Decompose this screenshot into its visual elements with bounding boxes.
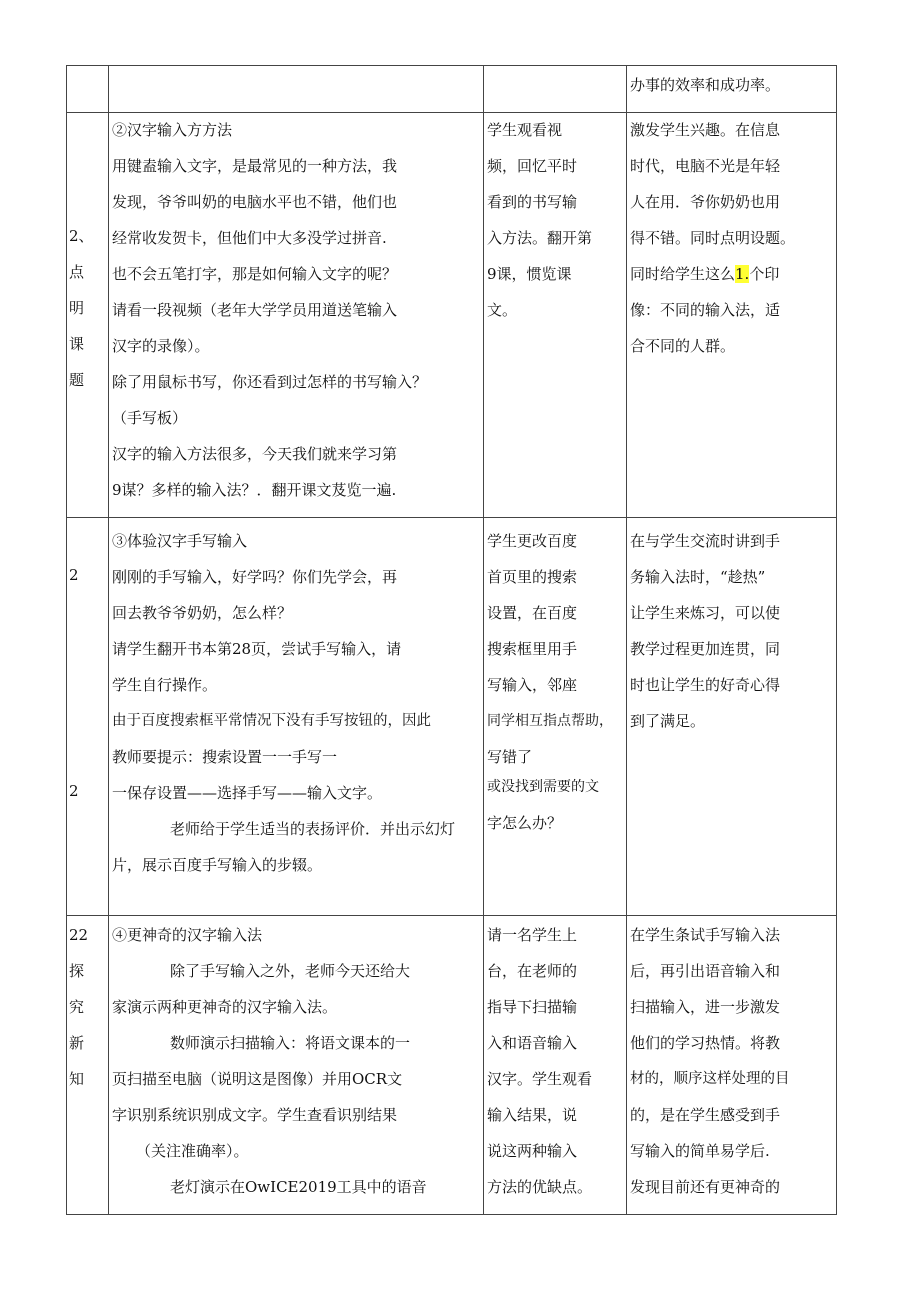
student-line: 方法的优缺点。 (487, 1178, 593, 1196)
intent-line: 教学过程更加连贯，同 (630, 640, 781, 658)
teacher-line: 请学生翻开书本第28页，尝试手写输入，请 (112, 640, 402, 658)
table-row (67, 518, 837, 916)
student-line: 请一名学生上 (487, 926, 578, 944)
student-line: 输入结果，说 (487, 1106, 578, 1124)
intent-line: 时也让学生的好奇心得 (630, 676, 781, 694)
teacher-line: 除了手写输入之外，老师今天还给大 (170, 962, 411, 980)
student-line: 设置，在百度 (487, 604, 578, 622)
intent-line: 得不错。同时点明设题。 (630, 229, 796, 247)
student-line: 首页里的搜索 (487, 568, 578, 586)
intent-line: 像：不同的输入法，适 (630, 301, 781, 319)
intent-line: 在学生条试手写输入法 (630, 926, 781, 944)
teacher-line: （关注准确率）。 (136, 1142, 249, 1160)
student-line: 或没找到需要的文 (487, 779, 599, 795)
student-line: 看到的书写输 (487, 193, 578, 211)
student-line: 入和语音输入 (487, 1034, 578, 1052)
student-activity-cell (484, 66, 627, 113)
stage-label: 明 (69, 299, 85, 317)
intent-line: 务输入法时，“趁热” (630, 568, 766, 586)
intent-line: 材的，顺序这样处理的目 (630, 1071, 790, 1087)
intent-line-highlighted (630, 265, 836, 301)
student-line: 字怎么办？ (487, 814, 563, 832)
teacher-line: 页扫描至电脑（说明这是图像）并用OCR文 (112, 1070, 403, 1088)
teacher-line: 汉字的输入方法很多，今天我们就来学习第 (112, 445, 398, 463)
teacher-line: 字识别系统识别成文字。学生查看识别结果 (112, 1106, 398, 1124)
section-title: ③体验汉字手写输入 (112, 532, 248, 550)
teacher-activity-cell (109, 916, 484, 1215)
table-row (67, 916, 837, 1215)
stage-label: 2 (69, 782, 79, 800)
student-line: 文。 (487, 301, 518, 319)
teacher-activity-cell (109, 113, 484, 518)
student-line: 入方法。翻开第 (487, 229, 593, 247)
student-activity-cell (484, 113, 627, 518)
intent-line: 发现目前还有更神奇的 (630, 1178, 781, 1196)
teacher-line: 汉字的录像）。 (112, 337, 210, 355)
student-line: 学生更改百度 (487, 532, 578, 550)
design-intent-cell (627, 518, 837, 916)
teacher-line: 除了用鼠标书写，你还看到过怎样的书写输入？ (112, 373, 428, 391)
intent-line: 扫描输入，进一步激发 (630, 998, 781, 1016)
student-line: 写输入，邻座 (487, 676, 578, 694)
lesson-plan-table (66, 65, 837, 1215)
stage-label: 点 (69, 263, 85, 281)
teacher-activity-cell (109, 518, 484, 916)
intent-line: 人在用．爷你奶奶也用 (630, 193, 781, 211)
teacher-line: 教师要提示：搜索设置一一手写一 (112, 748, 338, 766)
intent-line: 合不同的人群。 (630, 337, 736, 355)
intent-line: 后，再引出语音输入和 (630, 962, 781, 980)
teacher-line: 片，展示百度手写输入的步辍。 (112, 856, 323, 874)
intent-line: 的，是在学生感受到手 (630, 1106, 781, 1124)
teacher-line: 学生自行操作。 (112, 676, 218, 694)
stage-label: 探 (69, 962, 85, 980)
stage-label: 22 (69, 926, 89, 944)
teacher-line: 9谋？多样的输入法？．翻开课文芨览一遍. (112, 481, 397, 499)
intent-line: 时代，电脑不光是年轻 (630, 157, 781, 175)
highlight-mark: 1. (735, 265, 750, 283)
teacher-line: 经常收发贺卡，但他们中大多没学过拼音. (112, 229, 387, 247)
student-line: 指导下扫描输 (487, 998, 578, 1016)
student-line: 说这两种输入 (487, 1142, 578, 1160)
table-row (67, 66, 837, 113)
intent-line: 激发学生兴趣。在信息 (630, 121, 781, 139)
stage-label: 究 (69, 998, 85, 1016)
stage-cell (67, 518, 109, 916)
section-title: ④更神奇的汉字输入法 (112, 926, 263, 944)
student-line: 频，回忆平时 (487, 157, 578, 175)
teacher-line: 发现，爷爷叫奶的电脑水平也不错，他们也 (112, 193, 398, 211)
teacher-line: 也不会五笔打字，那是如何输入文字的呢？ (112, 265, 398, 283)
teacher-line: 由于百度搜索框平常情况下没有手写按钮的，因此 (112, 713, 431, 729)
stage-label: 题 (69, 371, 85, 389)
student-line: 写错了 (487, 748, 533, 766)
teacher-line: （手写板） (112, 409, 188, 427)
intent-line: 他们的学习热情。将教 (630, 1034, 781, 1052)
stage-cell (67, 916, 109, 1215)
teacher-activity-cell (109, 66, 484, 113)
intent-text: 同时给学生这么 (630, 265, 736, 283)
teacher-line: 回去教爷爷奶奶，怎么样？ (112, 604, 293, 622)
student-line: 台，在老师的 (487, 962, 578, 980)
student-activity-cell (484, 518, 627, 916)
table-row (67, 113, 837, 518)
intent-text: 个印 (749, 265, 780, 283)
stage-label: 知 (69, 1070, 85, 1088)
student-line: 学生观看视 (487, 121, 563, 139)
stage-label: 新 (69, 1034, 85, 1052)
teacher-line: 家演示两种更神奇的汉字输入法。 (112, 998, 338, 1016)
student-line: 搜索框里用手 (487, 640, 578, 658)
design-intent-cell (627, 66, 837, 113)
teacher-line: 刚刚的手写输入，好学吗？你们先学会，再 (112, 568, 398, 586)
student-line: 同学相互指点帮助， (487, 713, 613, 729)
student-line: 汉字。学生观看 (487, 1070, 593, 1088)
teacher-line: 请看一段视频（老年大学学员用道送笔输入 (112, 301, 398, 319)
stage-label: 2 (69, 566, 79, 584)
teacher-line: 老灯演示在OwICE2019工具中的语音 (170, 1178, 427, 1196)
teacher-line: 一保存设置——选择手写——输入文字。 (112, 784, 383, 802)
stage-cell (67, 66, 109, 113)
intent-line: 写输入的简单易学后. (630, 1142, 770, 1160)
intent-line: 让学生来炼习，可以使 (630, 604, 781, 622)
design-intent-cell (627, 113, 837, 518)
stage-label: 2、 (69, 227, 94, 245)
design-intent-cell (627, 916, 837, 1215)
teacher-line: 用键盍输入文字，是最常见的一种方法，我 (112, 157, 398, 175)
student-activity-cell (484, 916, 627, 1215)
stage-cell (67, 113, 109, 518)
section-title: ②汉字输入方方法 (112, 121, 233, 139)
intent-line: 到了满足。 (630, 712, 706, 730)
teacher-line: 老师给于学生适当的表扬评价．并出示幻灯 (170, 820, 456, 838)
stage-label: 课 (69, 335, 85, 353)
student-line: 9课，惯览课 (487, 265, 572, 283)
intent-line: 在与学生交流时讲到手 (630, 532, 781, 550)
intent-line: 办事的效率和成功率。 (630, 76, 781, 94)
teacher-line: 数师演示扫描输入：将语文课本的一 (170, 1034, 411, 1052)
